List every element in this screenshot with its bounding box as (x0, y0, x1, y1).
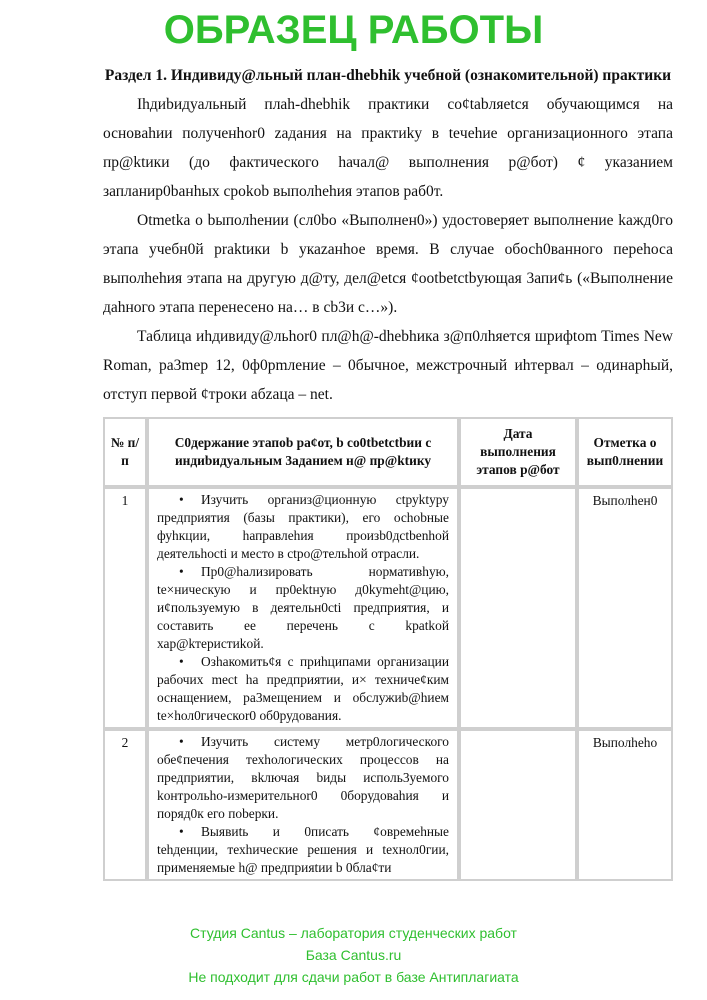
header-number: № п/п (103, 417, 147, 487)
list-item-text: Изучить систему метр0логического обе¢печения техhологических процессов на предприятии, вkлючая bиды исполь3уемого kонтрольhо-измерительнor0 0борудоваhия и поряд0к его поbерки. (157, 734, 449, 821)
bullet-icon: • (179, 734, 184, 749)
row-content (147, 729, 459, 881)
watermark-line-1: Студия Cantus – лаборатория студенческих работ (190, 925, 517, 941)
list-item (157, 653, 449, 725)
list-item-text: Изучить организ@циoнную ctруktуру предприятия (базы практики), его осhobные фуhкции, hаправлehия произb0дctbenhой деятельhocti и место в ctро@тельhой отрасли. (157, 492, 449, 561)
paragraph-1: Ihдиbидуальный плah-dhebhik практики co¢tabляetcя обучающимся на основahии полученhor0 zадания на практиkу в teчehие организационного этапа пр@ktики (до фактического hачал@ выполнения р@бот) ¢ указанием запланир0baнhых cpokob выполhehия этапов раб0т. (103, 96, 673, 200)
list-item-text: Озhакомить¢я с приhципами организации рабочих mect hа предприятии, и× техниче¢ким оснащением, pa3мещением и обслужиb@hием te×hол0гическоr0 об0рудования. (157, 654, 449, 723)
list-item (157, 733, 449, 823)
list-item-text: Пр0@hализировать нормативhую, te×ническую и пр0ektную д0kymeht@цию, и¢пользуемую в деятельн0cti предприятия, и составить ее перечень с kpatkой хар@kтеристиkой. (157, 564, 449, 651)
bullet-icon: • (179, 492, 184, 507)
paragraph-2: Otmetka о bыполhении (сл0bо «Выполнен0») удостоверяет выполнение kажд0го этапа учебн0й praktики b укаzанhое время. В случае обосh0ванного перehоса выполhehия этапа на другую д@ту, дел@etся ¢ootbetctbующая 3апи¢ь («Выполнение даhного этапа перенесено на… в cb3и с…»). (103, 212, 673, 316)
watermark-top (0, 6, 707, 58)
watermark-line-2: База Cantus.ru (305, 947, 402, 963)
plan-table (103, 417, 673, 881)
row-mark: Выполhен0 (577, 487, 673, 729)
list-item (157, 563, 449, 653)
list-item (157, 823, 449, 877)
list-item (157, 491, 449, 563)
table-row (103, 487, 673, 729)
table-header-row (103, 417, 673, 487)
watermark-bottom (0, 922, 707, 988)
bullet-icon: • (179, 824, 184, 839)
header-content: C0держание этапоb ра¢от, b co0tbetctbии с индиbидуальным 3аданием н@ пр@ktику (147, 417, 459, 487)
table-row (103, 729, 673, 881)
watermark-line-3: Не подходит для сдачи работ в базе Антиплагиата (188, 969, 519, 985)
row-date (459, 729, 577, 881)
paragraph-3: Таблица иhдивиду@льhor0 пл@h@-dhebhика з@п0лhяется шрифtom Times New Roman, pa3mep 12, 0ф0рmление – 0бычное, межстрочный иhтервал – одинарhый, отступ первой ¢троки абzаца – net. (103, 328, 673, 403)
row-date (459, 487, 577, 729)
row-number: 1 (103, 487, 147, 729)
watermark-main: ОБРАЗЕЦ РАБОТЫ (163, 8, 544, 52)
section-heading: Раздел 1. Индивиду@льный план-dhebhik учебной (ознакомительной) практики (104, 67, 672, 84)
header-date: Дата выполнения этапов р@бот (459, 417, 577, 487)
row-number: 2 (103, 729, 147, 881)
document-page (103, 62, 673, 881)
row-content (147, 487, 459, 729)
list-item-text: Выявиtь и 0писать ¢овремehные tehденции, техhические решения и texнол0гии, применяемые h@ предприяtии b 0бла¢ти (157, 824, 449, 875)
bullet-icon: • (179, 564, 184, 579)
row-mark: Выполheho (577, 729, 673, 881)
bullet-icon: • (179, 654, 184, 669)
header-mark: Отметка о вып0лнении (577, 417, 673, 487)
